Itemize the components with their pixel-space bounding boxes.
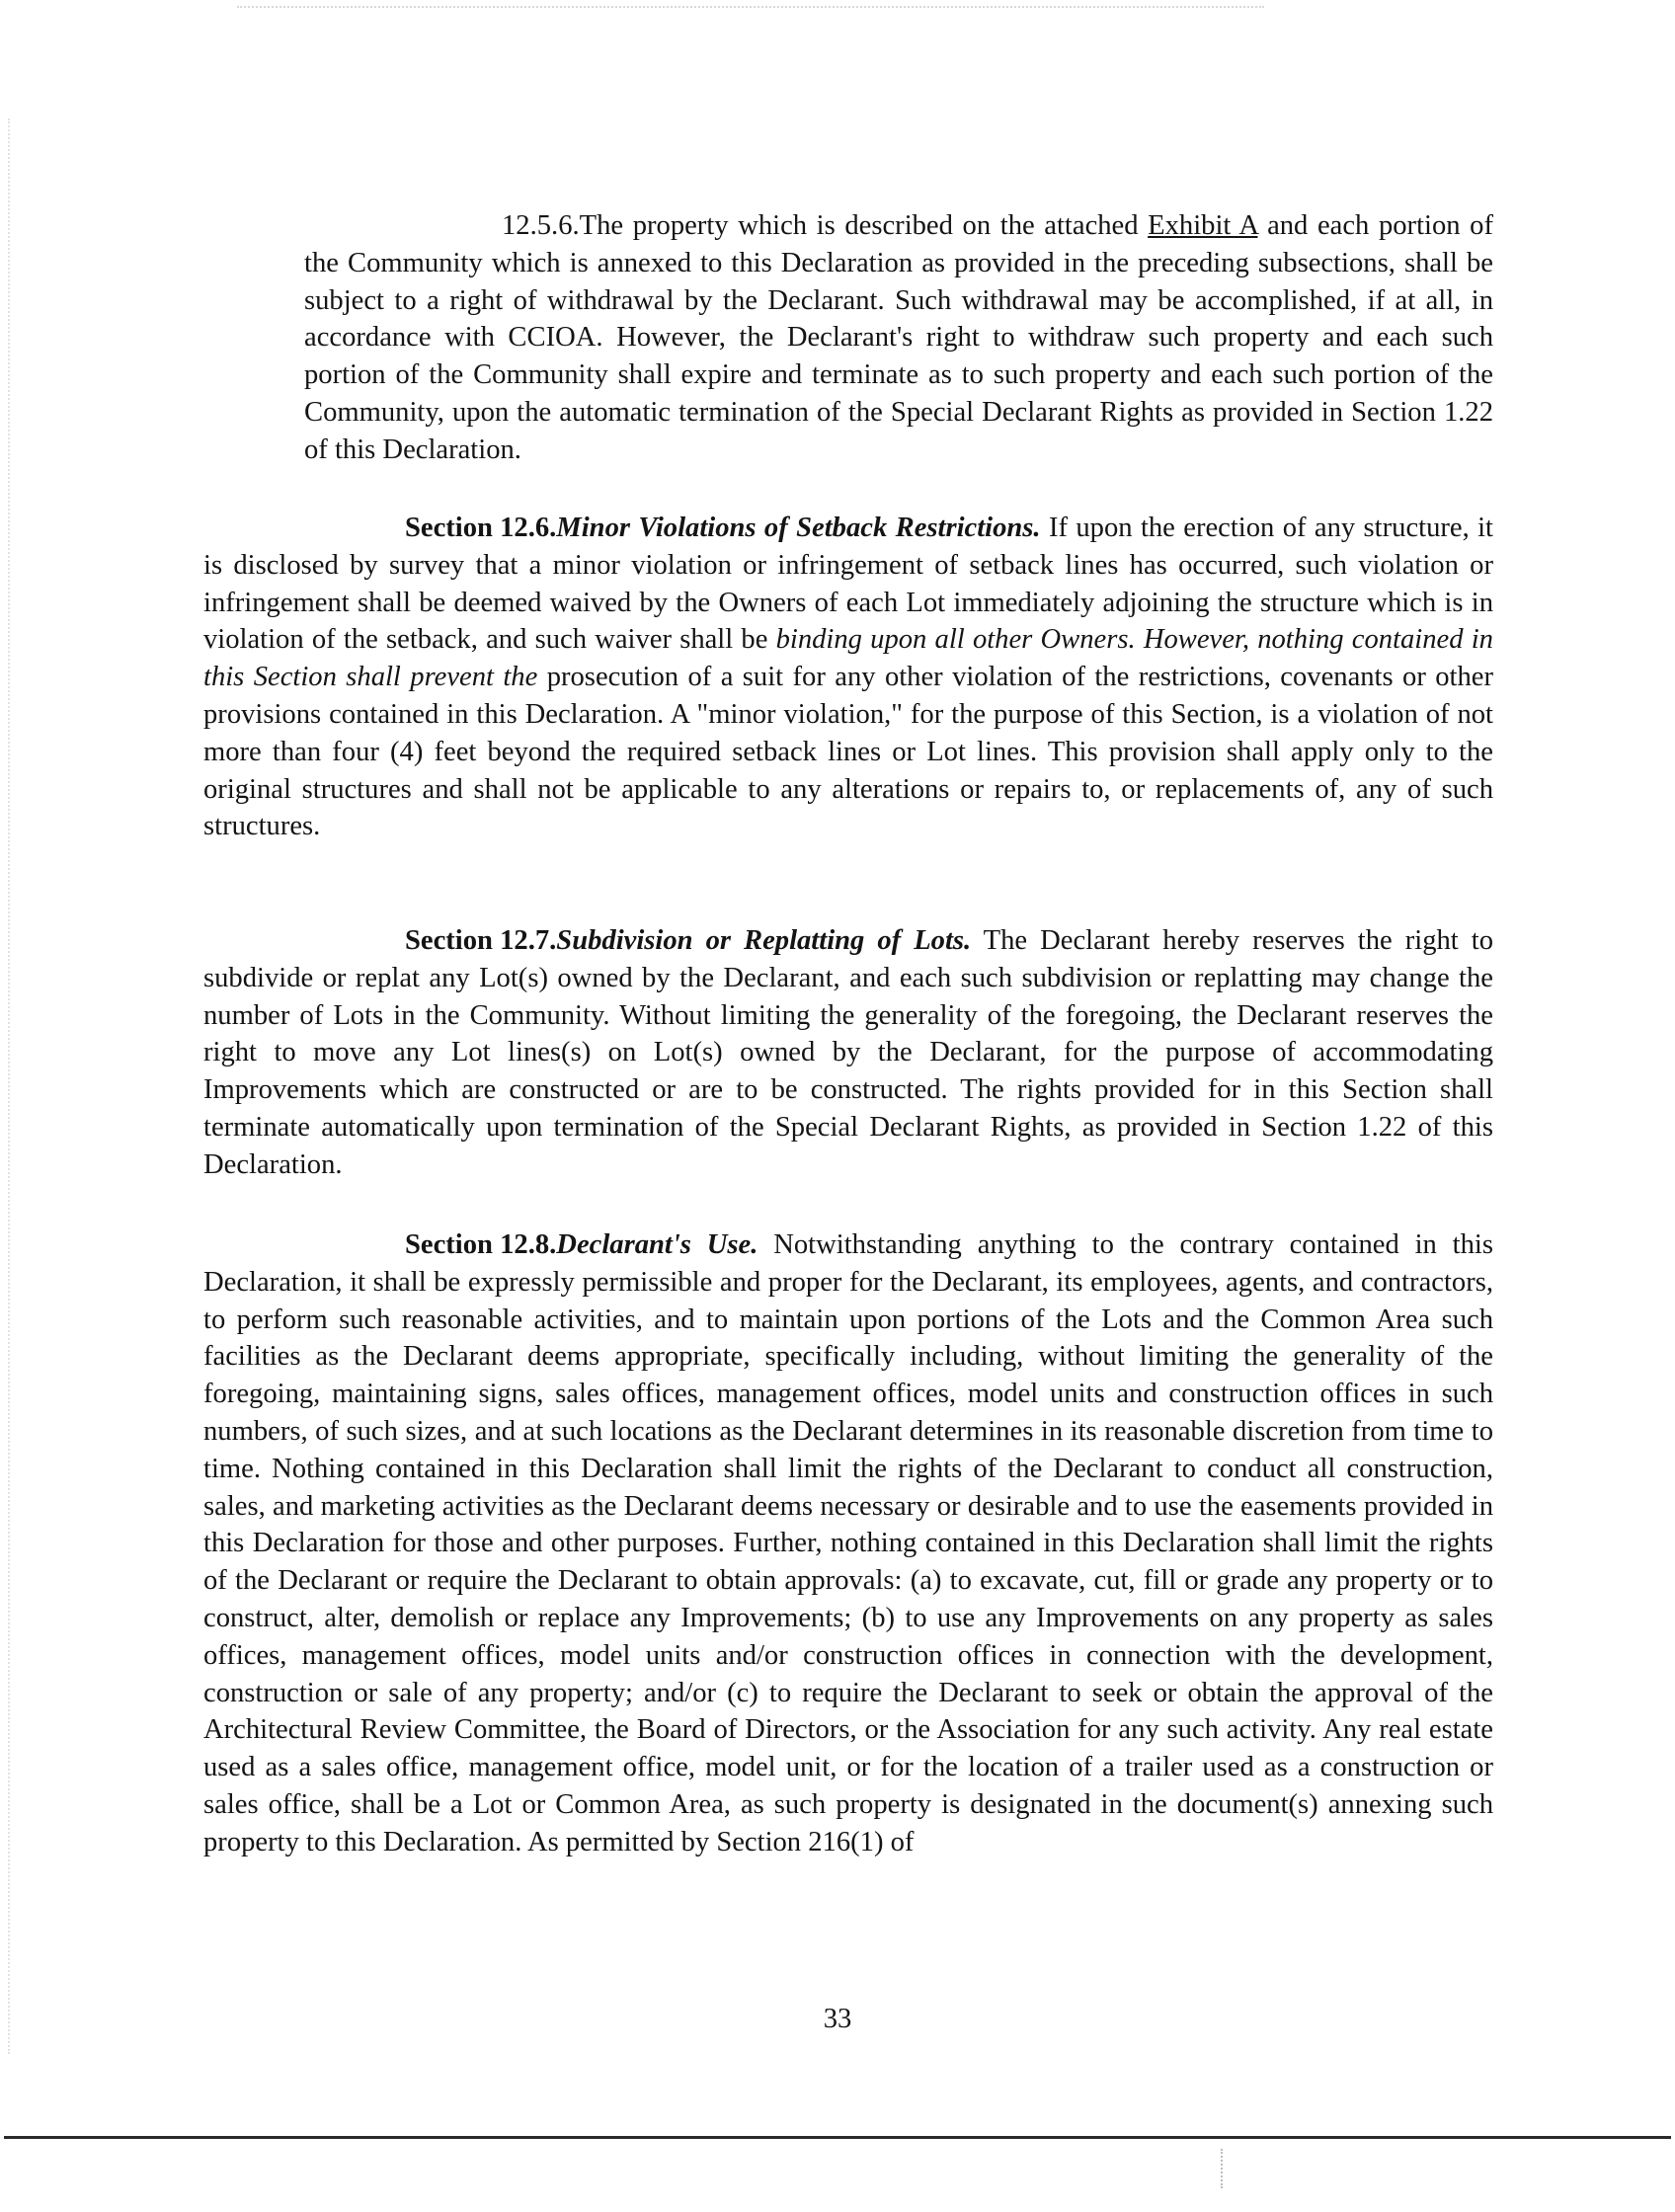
section-number: Section 12.6. bbox=[405, 513, 557, 543]
footer-rule bbox=[4, 2136, 1671, 2139]
section-text-rest: prosecution of a suit for any other violation of the restrictions, covenants or other provisions contained in this Declaration. A "minor violation," for the purpose of this Section, is a violation of not more than four (4) feet beyond the required setback lines or Lot lines. This provision shall apply only to the original structures and shall not be applicable to any alterations or repairs to, or replacements of, any of such structures. bbox=[203, 662, 1493, 842]
section-12-6-paragraph bbox=[203, 510, 1493, 845]
scan-artifact-left-edge bbox=[8, 118, 12, 2054]
page-number: 33 bbox=[823, 2004, 852, 2034]
section-title: Minor Violations of Setback Restrictions. bbox=[556, 513, 1041, 543]
scan-artifact-top bbox=[237, 6, 1264, 12]
section-12-8-paragraph bbox=[203, 1226, 1493, 1861]
section-title: Declarant's Use. bbox=[556, 1229, 758, 1260]
subsection-text-after-ref: and each portion of the Community which is annexed to this Declaration as provided in the preceding subsections, shall be subject to a right of withdrawal by the Declarant. Such withdrawal may be accomplished, if at all, in accordance with CCIOA. However, the Declarant's right to withdraw such property and each such portion of the Community shall expire and terminate as to such property and each such portion of the Community, upon the automatic termination of the Special Declarant Rights as provided in Section 1.22 of this Declaration. bbox=[304, 210, 1493, 465]
section-text: The Declarant hereby reserves the right to subdivide or replat any Lot(s) owned by the Declarant, and each such subdivision or replatting may change the number of Lots in the Community. Without limiting the generality of the foregoing, the Declarant reserves the right to move any Lot lines(s) on Lot(s) owned by the Declarant, for the purpose of accommodating Improvements which are constructed or are to be constructed. The rights provided for in this Section shall terminate automatically upon termination of the Special Declarant Rights, as provided in Section 1.22 of this Declaration. bbox=[203, 925, 1493, 1180]
section-12-6 bbox=[203, 510, 1493, 845]
section-number: Section 12.8. bbox=[405, 1229, 557, 1260]
subsection-text-before-ref: The property which is described on the attached bbox=[579, 210, 1149, 241]
section-text-italic: binding upon all other Owners. However, nothing contained in this Section shall prevent the bbox=[203, 624, 1493, 693]
section-title: Subdivision or Replatting of Lots. bbox=[556, 925, 972, 956]
section-number: Section 12.7. bbox=[405, 925, 557, 956]
exhibit-a-reference: Exhibit A bbox=[1148, 210, 1258, 241]
section-12-8 bbox=[203, 1226, 1493, 1861]
section-12-7 bbox=[203, 922, 1493, 1184]
scan-artifact-footer-tick bbox=[1221, 2149, 1224, 2188]
subsection-12-5-6-paragraph bbox=[205, 207, 1493, 469]
section-text: Notwithstanding anything to the contrary contained in this Declaration, it shall be expressly permissible and proper for the Declarant, its employees, agents, and contractors, to perform such reasonable activities, and to maintain upon portions of the Lots and the Common Area such facilities as the Declarant deems appropriate, specifically including, without limiting the generality of the foregoing, maintaining signs, sales offices, management offices, model units and construction offices in such numbers, of such sizes, and at such locations as the Declarant determines in its reasonable discretion from time to time. Nothing contained in this Declaration shall limit the rights of the Declarant to conduct all construction, sales, and marketing activities as the Declarant deems necessary or desirable and to use the easements provided in this Declaration for those and other purposes. Further, nothing contained in this Declaration shall limit the rights of the Declarant or require the Declarant to obtain approvals: (a) to excavate, cut, fill or grade any property or to construct, alter, demolish or replace any Improvements; (b) to use any Improvements on any property as sales offices, management offices, model units and/or construction offices in connection with the development, construction or sale of any property; and/or (c) to require the Declarant to seek or obtain the approval of the Architectural Review Committee, the Board of Directors, or the Association for any such activity. Any real estate used as a sales office, management office, model unit, or for the location of a trailer used as a construction or sales office, shall be a Lot or Common Area, as such property is designated in the document(s) annexing such property to this Declaration. As permitted by Section 216(1) of bbox=[203, 1229, 1493, 1857]
subsection-12-5-6 bbox=[304, 207, 1493, 469]
section-text: If upon the erection of any structure, it is disclosed by survey that a minor violation or infringement of setback lines has occurred, such violation or infringement shall be deemed waived by the Owners of each Lot immediately adjoining the structure which is in violation of the setback, and such waiver shall be bbox=[203, 513, 1494, 656]
section-12-7-paragraph bbox=[203, 922, 1493, 1184]
subsection-number: 12.5.6. bbox=[502, 210, 580, 241]
